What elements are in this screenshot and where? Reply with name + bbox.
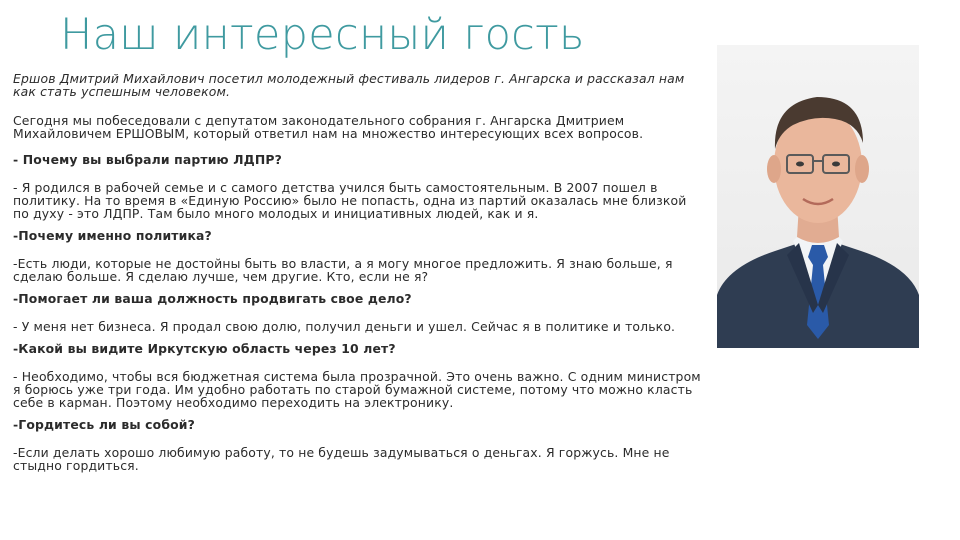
lead-paragraph: Сегодня мы побеседовали с депутатом законодательного собрания г. Ангарска Дмитрием Михайловичем ЕРШОВЫМ, который ответил нам на множество интересующих всех вопросов. [13, 113, 644, 141]
answer: - У меня нет бизнеса. Я продал свою долю, получил деньги и ушел. Сейчас я в политике и только. [13, 319, 676, 334]
answer: -Есть люди, которые не достойны быть во власти, а я могу многое предложить. Я знаю больше, я сделаю больше. Я сделаю лучше, чем другие. Кто, если не я? [13, 256, 673, 284]
question: -Какой вы видите Иркутскую область через 10 лет? [13, 341, 396, 356]
interview-text [13, 72, 703, 481]
answer: - Я родился в рабочей семье и с самого детства учился быть самостоятельным. В 2007 пошел в политику. На то время в «Единую Россию» было не попасть, одна из партий оказалась мне близкой по духу - это ЛДПР. Там было много молодых и инициативных людей, как и я. [13, 180, 687, 221]
guest-portrait-photo [717, 45, 919, 348]
answer: -Если делать хорошо любимую работу, то не будешь задумываться о деньгах. Я горжусь. Мне не стыдно гордиться. [13, 445, 670, 473]
intro-paragraph: Ершов Дмитрий Михайлович посетил молодежный фестиваль лидеров г. Ангарска и рассказал нам как стать успешным человеком. [13, 71, 685, 99]
portrait-icon [717, 45, 919, 348]
question: -Гордитесь ли вы собой? [13, 417, 195, 432]
question: -Почему именно политика? [13, 228, 212, 243]
slide-title: Наш интересный гость [60, 10, 585, 60]
question: -Помогает ли ваша должность продвигать свое дело? [13, 291, 412, 306]
answer: - Необходимо, чтобы вся бюджетная система была прозрачной. Это очень важно. С одним министром я борюсь уже три года. Им удобно работать по старой бумажной системе, потому что можно класть себе в карман. Поэтому необходимо переходить на электронику. [13, 369, 701, 410]
question: - Почему вы выбрали партию ЛДПР? [13, 152, 282, 167]
